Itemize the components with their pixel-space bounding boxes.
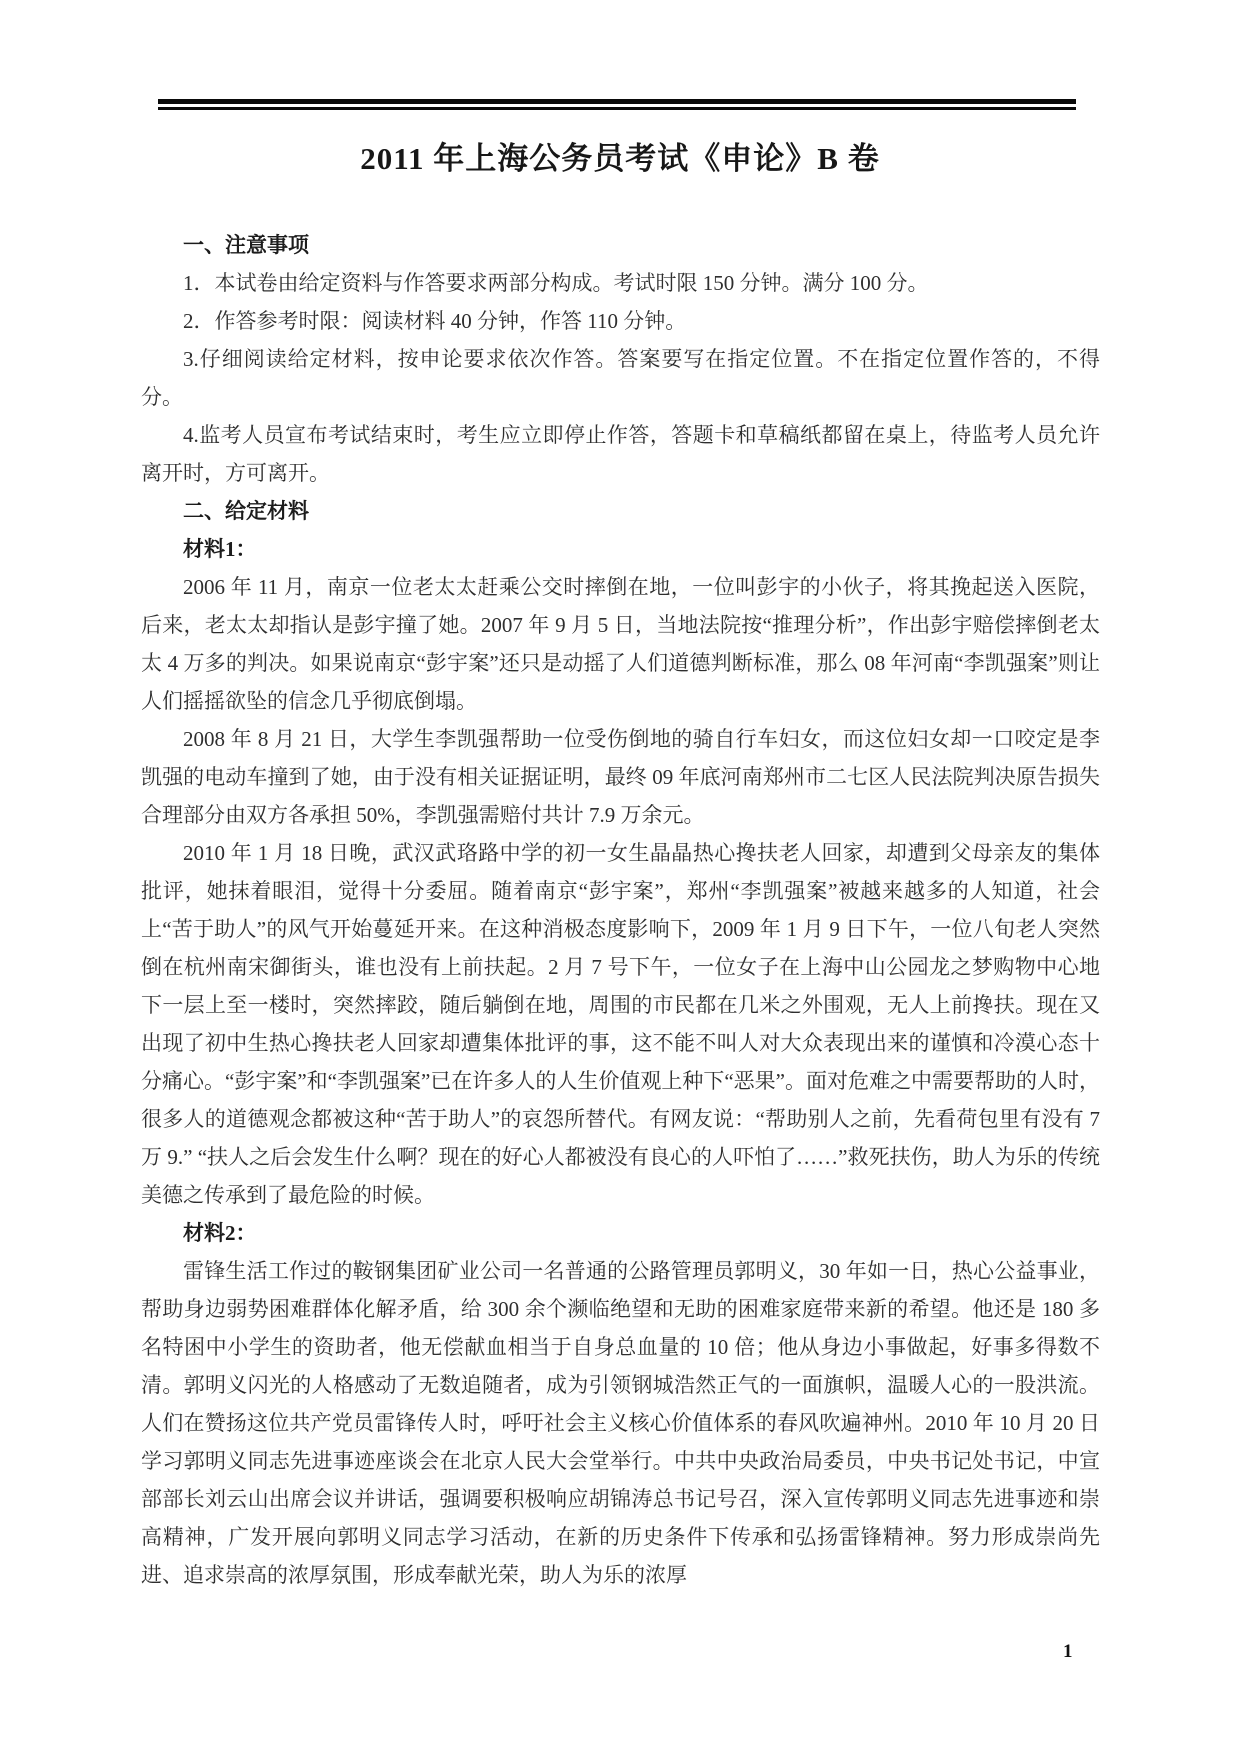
material-1-paragraph-1: 2006 年 11 月，南京一位老太太赶乘公交时摔倒在地，一位叫彭宇的小伙子，将其挽起送入医院，后来，老太太却指认是彭宇撞了她。2007 年 9 月 5 日，当地法院按“推理分析”，作出彭宇赔偿摔倒老太太 4 万多的判决。如果说南京“彭宇案”还只是动摇了人们道德判断标准，那么 08 年河南“李凯强案”则让人们摇摇欲坠的信念几乎彻底倒塌。 — [141, 575, 1100, 713]
notice-item-1: 1．本试卷由给定资料与作答要求两部分构成。考试时限 150 分钟。满分 100 分。 — [183, 271, 929, 295]
notice-section-heading: 一、注意事项 — [183, 233, 309, 257]
document-title: 2011 年上海公务员考试《申论》B 卷 — [360, 141, 880, 176]
material-1-paragraph-3: 2010 年 1 月 18 日晚，武汉武珞路中学的初一女生晶晶热心搀扶老人回家，却遭到父母亲友的集体批评，她抹着眼泪，觉得十分委屈。随着南京“彭宇案”，郑州“李凯强案”被越来越多的人知道，社会上“苦于助人”的风气开始蔓延开来。在这种消极态度影响下，2009 年 1 月 9 日下午，一位八旬老人突然倒在杭州南宋御街头，谁也没有上前扶起。2 月 7 号下午，一位女子在上海中山公园龙之梦购物中心地下一层上至一楼时，突然摔跤，随后躺倒在地，周围的市民都在几米之外围观，无人上前搀扶。现在又出现了初中生热心搀扶老人回家却遭集体批评的事，这不能不叫人对大众表现出来的谨慎和冷漠心态十分痛心。“彭宇案”和“李凯强案”已在许多人的人生价值观上种下“恶果”。面对危难之中需要帮助的人时，很多人的道德观念都被这种“苦于助人”的哀怨所替代。有网友说：“帮助别人之前，先看荷包里有没有 7 万 9.” “扶人之后会发生什么啊？现在的好心人都被没有良心的人吓怕了……”救死扶伤，助人为乐的传统美德之传承到了最危险的时候。 — [141, 841, 1100, 1207]
material-1-label: 材料1： — [183, 537, 257, 561]
materials-section-heading: 二、给定材料 — [183, 499, 309, 523]
material-2-paragraph-1: 雷锋生活工作过的鞍钢集团矿业公司一名普通的公路管理员郭明义，30 年如一日，热心公益事业，帮助身边弱势困难群体化解矛盾，给 300 余个濒临绝望和无助的困难家庭带来新的希望。他还是 180 多名特困中小学生的资助者，他无偿献血相当于自身总血量的 10 倍；他从身边小事做起，好事多得数不清。郭明义闪光的人格感动了无数追随者，成为引领钢城浩然正气的一面旗帜，温暖人心的一股洪流。人们在赞扬这位共产党员雷锋传人时，呼吁社会主义核心价值体系的春风吹遍神州。2010 年 10 月 20 日学习郭明义同志先进事迹座谈会在北京人民大会堂举行。中共中央政治局委员，中央书记处书记，中宣部部长刘云山出席会议并讲话，强调要积极响应胡锦涛总书记号召，深入宣传郭明义同志先进事迹和崇高精神，广发开展向郭明义同志学习活动，在新的历史条件下传承和弘扬雷锋精神。努力形成崇尚先进、追求崇高的浓厚氛围，形成奉献光荣，助人为乐的浓厚 — [141, 1259, 1100, 1587]
notice-item-3: 3.仔细阅读给定材料，按申论要求依次作答。答案要写在指定位置。不在指定位置作答的，不得分。 — [141, 347, 1100, 409]
header-double-rule — [158, 99, 1076, 110]
material-1-paragraph-2: 2008 年 8 月 21 日，大学生李凯强帮助一位受伤倒地的骑自行车妇女，而这位妇女却一口咬定是李凯强的电动车撞到了她，由于没有相关证据证明，最终 09 年底河南郑州市二七区人民法院判决原告损失合理部分由双方各承担 50%，李凯强需赔付共计 7.9 万余元。 — [141, 727, 1100, 827]
material-2-label: 材料2： — [183, 1221, 257, 1245]
notice-item-4: 4.监考人员宣布考试结束时，考生应立即停止作答，答题卡和草稿纸都留在桌上，待监考人员允许离开时，方可离开。 — [141, 423, 1100, 485]
page-number: 1 — [1063, 1641, 1073, 1662]
document-body — [141, 226, 1100, 1594]
notice-item-2: 2．作答参考时限：阅读材料 40 分钟，作答 110 分钟。 — [183, 309, 687, 333]
